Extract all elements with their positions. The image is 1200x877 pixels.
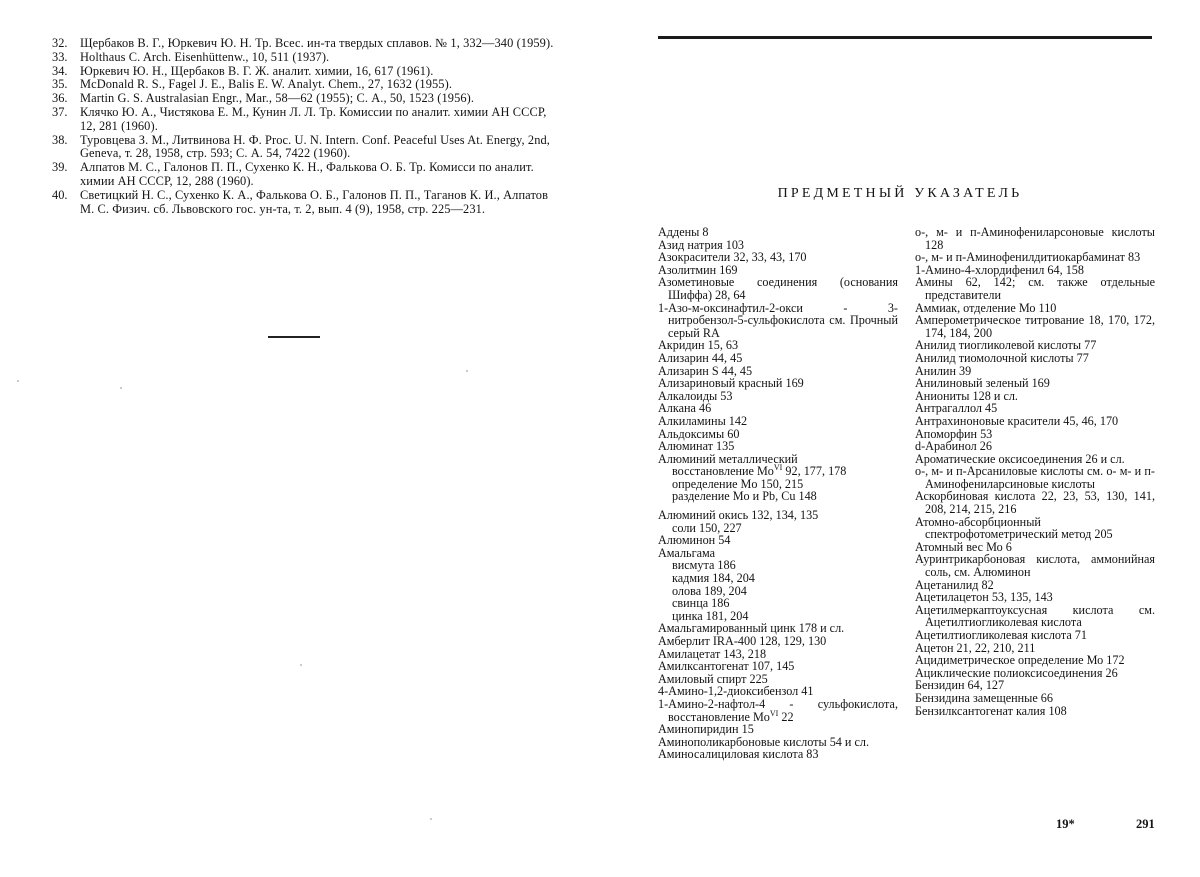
reference-text: Holthaus C. Arch. Eisenhüttenw., 10, 511 (1937).	[80, 49, 330, 64]
signature-mark: 19*	[1056, 817, 1075, 831]
index-entry: Ациклические полиоксисоединения 26	[915, 665, 1118, 680]
entry-text: 1-Амино-2-нафтол-4 - сульфокислота, восстановление Mo	[658, 696, 898, 724]
index-entry	[658, 698, 898, 723]
speck	[120, 387, 122, 389]
index-entry: Аминопиридин 15	[658, 722, 754, 737]
reference-item	[52, 106, 557, 134]
index-entry: Бензилксантогенат калия 108	[915, 703, 1067, 718]
reference-number: 32.	[52, 36, 68, 50]
speck	[17, 380, 19, 382]
index-entry: Алюминон 54	[658, 533, 731, 548]
index-entry: 1-Азо-м-оксинафтил-2-окси - 3-нитробензол-5-сульфокислота см. Прочный серый RA	[658, 300, 898, 340]
reference-text: Щербаков В. Г., Юркевич Ю. Н. Тр. Всес. ин-та твердых сплавов. № 1, 332—340 (1959).	[80, 36, 554, 50]
index-entry: d-Арабинол 26	[915, 439, 992, 454]
index-entry: Ацетанилид 82	[915, 577, 994, 592]
index-entry: Аммиак, отделение Мо 110	[915, 300, 1057, 315]
index-entry: Амилксантогенат 107, 145	[658, 659, 795, 674]
reference-number: 33.	[52, 49, 68, 64]
index-entry: висмута 186	[672, 558, 736, 573]
speck	[430, 818, 432, 820]
index-entry: Анилин 39	[915, 363, 972, 378]
reference-number: 37.	[52, 104, 68, 119]
index-entry: Антрахиноновые красители 45, 46, 170	[915, 413, 1119, 428]
reference-number: 39.	[52, 160, 68, 175]
index-entry: Алкиламины 142	[658, 413, 748, 428]
index-entry: Азолитмин 169	[658, 262, 738, 277]
speck	[466, 370, 468, 372]
reference-text: McDonald R. S., Fagel J. E., Balis E. W. Analyt. Chem., 27, 1632 (1955).	[80, 77, 453, 92]
index-entry: 1-Амино-4-хлордифенил 64, 158	[915, 262, 1084, 277]
index-entry: Азид натрия 103	[658, 237, 745, 252]
reference-item	[52, 37, 557, 51]
index-entry: Ацетилтиогликолевая кислота 71	[915, 628, 1087, 642]
index-entry: цинка 181, 204	[672, 608, 749, 623]
index-entry: о-, м- и п-Аминофенилдитиокарбаминат 83	[915, 250, 1141, 265]
index-entry: Аскорбиновая кислота 22, 23, 53, 130, 141, 208, 214, 215, 216	[915, 489, 1155, 517]
index-entry: соли 150, 227	[672, 520, 742, 535]
index-entry: Амилацетат 143, 218	[658, 646, 767, 661]
index-entry: кадмия 184, 204	[672, 571, 755, 586]
section-separator	[268, 336, 320, 338]
reference-item	[52, 92, 557, 106]
reference-text: Алпатов М. С., Галонов П. П., Сухенко К. Н., Фалькова О. Б. Тр. Комисси по аналит. химии АН СССР, 12, 288 (1960).	[80, 160, 534, 188]
entry-text: разделение Mo и Pb, Cu 148	[672, 489, 817, 504]
top-rule	[658, 36, 1152, 39]
index-entry: Азометиновые соединения (основания Шиффа) 28, 64	[658, 275, 898, 302]
reference-item	[52, 51, 557, 65]
entry-text: определение Mo 150, 215	[672, 476, 804, 491]
index-entry: Бензидина замещенные 66	[915, 690, 1053, 705]
reference-item	[52, 189, 557, 217]
index-entry: Ализарин S 44, 45	[658, 363, 753, 378]
entry-superscript: VI	[769, 708, 779, 718]
index-entry: Алюминат 135	[658, 439, 735, 454]
entry-text: 22	[778, 709, 794, 724]
index-entry: Алкана 46	[658, 401, 712, 416]
index-entry: Амперометрическое титрование 18, 170, 172, 174, 184, 200	[915, 313, 1155, 340]
index-entry: Амберлит IRA-400 128, 129, 130	[658, 634, 827, 648]
reference-number: 35.	[52, 77, 68, 92]
index-entry: Амальгамированный цинк 178 и сл.	[658, 621, 845, 636]
index-entry: Ацидиметрическое определение Мо 172	[915, 653, 1125, 668]
index-column-left	[658, 226, 898, 761]
reference-list	[52, 37, 557, 216]
index-entry: Атомный вес Мо 6	[915, 539, 1012, 554]
reference-item	[52, 161, 557, 189]
entry-text: восстановление Mo	[672, 464, 774, 479]
right-page	[600, 0, 1200, 877]
reference-number: 40.	[52, 187, 68, 202]
page-number: 291	[1136, 817, 1155, 831]
index-entry: о-, м- и п-Аминофениларсоновые кислоты 128	[915, 225, 1155, 252]
index-entry: Ацетилацетон 53, 135, 143	[915, 590, 1053, 605]
reference-text: Клячко Ю. А., Чистякова Е. М., Кунин Л. Л. Тр. Комиссии по аналит. химии АН СССР, 12, 281 (1960).	[80, 104, 547, 133]
index-entry: Ароматические оксисоединения 26 и сл.	[915, 451, 1125, 466]
index-entry: Амальгама	[658, 545, 716, 560]
index-entry: Анилиновый зеленый 169	[915, 376, 1050, 391]
index-entry: Анилид тиогликолевой кислоты 77	[915, 338, 1097, 353]
index-entry: Антрагаллол 45	[915, 401, 998, 416]
index-entry: Аддены 8	[658, 225, 709, 239]
index-entry: Альдоксимы 60	[658, 426, 740, 441]
index-entry: Ацетон 21, 22, 210, 211	[915, 640, 1036, 655]
reference-item	[52, 65, 557, 79]
entry-superscript: VI	[773, 463, 783, 473]
index-entry: Аниониты 128 и сл.	[915, 388, 1018, 403]
index-entry: Ауринтрикарбоновая кислота, аммонийная соль, см. Алюминон	[915, 552, 1155, 580]
reference-text: Светицкий Н. С., Сухенко К. А., Фалькова О. Б., Галонов П. П., Таганов К. И., Алпатов М. С. Физич. сб. Львовского гос. ун-та, т. 2, вып. 4 (9), 1958, стр. 225—231.	[80, 187, 549, 216]
index-entry: 4-Амино-1,2-диоксибензол 41	[658, 684, 814, 699]
index-entry: олова 189, 204	[672, 583, 747, 598]
index-entry: Апоморфин 53	[915, 426, 993, 441]
reference-text: Туровцева З. М., Литвинова Н. Ф. Proc. U. N. Intern. Conf. Peaceful Uses At. Energy, 2nd, Geneva, т. 28, 1958, стр. 593; С. А. 54, 7422 (1960).	[80, 132, 551, 161]
reference-item	[52, 78, 557, 92]
index-entry: Ализарин 44, 45	[658, 350, 743, 365]
reference-number: 36.	[52, 91, 68, 106]
index-entry: Ацетилмеркаптоуксусная кислота см. Ацетилтиогликолевая кислота	[915, 602, 1155, 630]
index-entry: Атомно-абсорбционный спектрофотометрический метод 205	[915, 514, 1113, 542]
reference-number: 38.	[52, 132, 68, 147]
reference-text: Martin G. S. Australasian Engr., Mar., 58—62 (1955); С. А., 50, 1523 (1956).	[80, 91, 475, 106]
reference-number: 34.	[52, 63, 68, 78]
index-entry: Аминополикарбоновые кислоты 54 и сл.	[658, 734, 870, 749]
index-title: ПРЕДМЕТНЫЙ УКАЗАТЕЛЬ	[777, 186, 1023, 201]
index-entry: Аминосалициловая кислота 83	[658, 747, 819, 762]
reference-item	[52, 134, 557, 162]
index-entry	[658, 490, 898, 503]
speck	[300, 664, 302, 666]
index-entry: Амиловый спирт 225	[658, 671, 768, 686]
index-entry: свинца 186	[672, 596, 730, 611]
index-entry: Алюминий металлический	[658, 451, 798, 466]
index-column-right	[915, 226, 1155, 717]
index-entry: Алкалоиды 53	[658, 388, 733, 403]
index-entry: Бензидин 64, 127	[915, 678, 1005, 693]
index-entry: Анилид тиомолочной кислоты 77	[915, 350, 1089, 365]
index-entry: Алюминий окись 132, 134, 135	[658, 508, 819, 523]
index-entry: Амины 62, 142; см. также отдельные представители	[915, 275, 1155, 302]
index-entry: о-, м- и п-Арсаниловые кислоты см. о- м- и п-Аминофениларсиновые кислоты	[915, 464, 1155, 491]
entry-text: 92, 177, 178	[782, 464, 847, 479]
index-entry: Акридин 15, 63	[658, 338, 739, 353]
index-entry: Ализариновый красный 169	[658, 376, 804, 391]
reference-text: Юркевич Ю. Н., Щербаков В. Г. Ж. аналит. химии, 16, 617 (1961).	[80, 63, 434, 78]
index-entry: Азокрасители 32, 33, 43, 170	[658, 250, 807, 265]
